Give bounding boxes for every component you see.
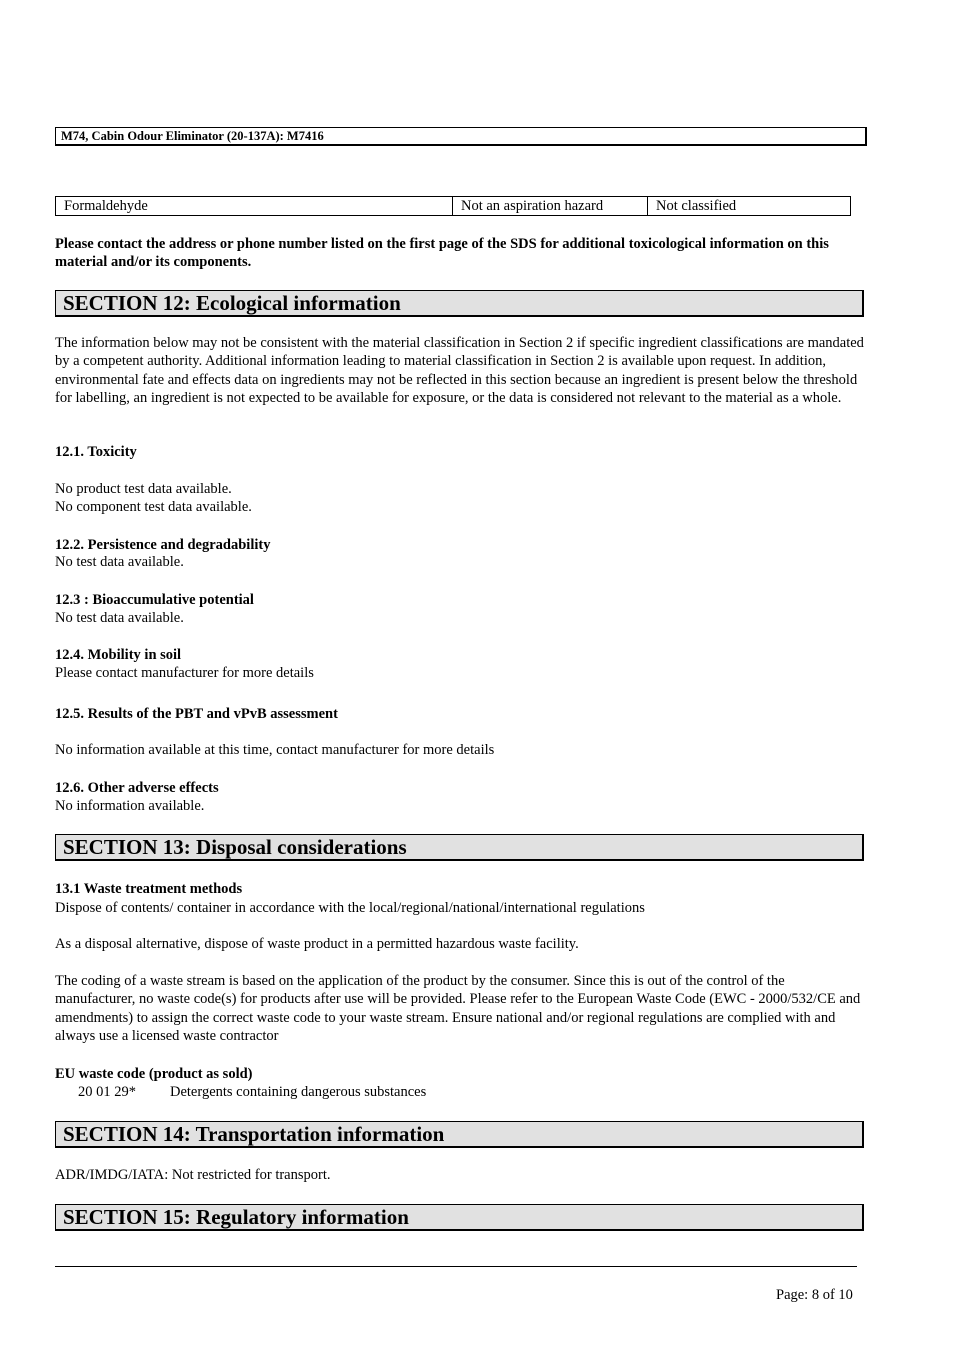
section-14-heading: SECTION 14: Transportation information: [55, 1121, 864, 1148]
mobility-heading: 12.4. Mobility in soil: [55, 647, 182, 663]
waste-treatment-heading: 13.1 Waste treatment methods: [55, 881, 243, 897]
toxicity-line-2: No component test data available.: [55, 499, 252, 515]
ingredient-cell: Formaldehyde: [56, 197, 453, 216]
section-12-intro: The information below may not be consistent with the material classification in Section 2 if specific ingredient classifications are mandated by a competent authority. Additional information leading to material classification in Section 2 is available upon request. In addition, environmental fate and effects data on ingredients may not be reflected in this section because an ingredient is present below the threshold for labelling, an ingredient is not expected to be available for exposure, or the data is considered not relevant to the material as a whole.: [55, 335, 864, 407]
table-row: [56, 197, 851, 216]
toxicity-heading: 12.1. Toxicity: [55, 444, 137, 460]
eu-waste-code-heading: EU waste code (product as sold): [55, 1066, 253, 1082]
bioaccumulative-text: No test data available.: [55, 610, 184, 626]
document-header: M74, Cabin Odour Eliminator (20-137A): M7416: [55, 127, 867, 146]
pbt-text: No information available at this time, contact manufacturer for more details: [55, 742, 495, 758]
disposal-alternative-text: As a disposal alternative, dispose of waste product in a permitted hazardous waste facility.: [55, 936, 579, 952]
toxicity-table: [55, 196, 851, 216]
other-effects-heading: 12.6. Other adverse effects: [55, 780, 219, 796]
section-13-heading: SECTION 13: Disposal considerations: [55, 834, 864, 861]
waste-treatment-text: Dispose of contents/ container in accordance with the local/regional/national/international regulations: [55, 900, 645, 916]
toxicology-note: Please contact the address or phone number listed on the first page of the SDS for additional toxicological information on this material and/or its components.: [55, 236, 829, 271]
footer-divider: [55, 1266, 857, 1267]
route-cell: Not an aspiration hazard: [453, 197, 648, 216]
persistence-text: No test data available.: [55, 554, 184, 570]
waste-coding-text: The coding of a waste stream is based on the application of the product by the consumer. Since this is out of the control of the manufacturer, no waste code(s) for products after use will be provided. Please refer to the European Waste Code (EWC - 2000/532/CE and amendments) to assign the correct waste code to your waste stream. Ensure national and/or regional regulations are complied with and always use a licensed waste contractor: [55, 973, 861, 1045]
bioaccumulative-heading: 12.3 : Bioaccumulative potential: [55, 592, 254, 608]
mobility-text: Please contact manufacturer for more details: [55, 665, 314, 681]
classification-cell: Not classified: [648, 197, 851, 216]
persistence-heading: 12.2. Persistence and degradability: [55, 537, 271, 553]
pbt-heading: 12.5. Results of the PBT and vPvB assessment: [55, 706, 338, 722]
eu-waste-description: Detergents containing dangerous substances: [170, 1084, 427, 1100]
toxicity-line-1: No product test data available.: [55, 481, 232, 497]
other-effects-text: No information available.: [55, 798, 205, 814]
section-12-heading: SECTION 12: Ecological information: [55, 290, 864, 317]
section-15-heading: SECTION 15: Regulatory information: [55, 1204, 864, 1231]
transport-text: ADR/IMDG/IATA: Not restricted for transport.: [55, 1167, 331, 1183]
eu-waste-code: 20 01 29*: [78, 1084, 136, 1100]
page-number: Page: 8 of 10: [776, 1287, 853, 1303]
